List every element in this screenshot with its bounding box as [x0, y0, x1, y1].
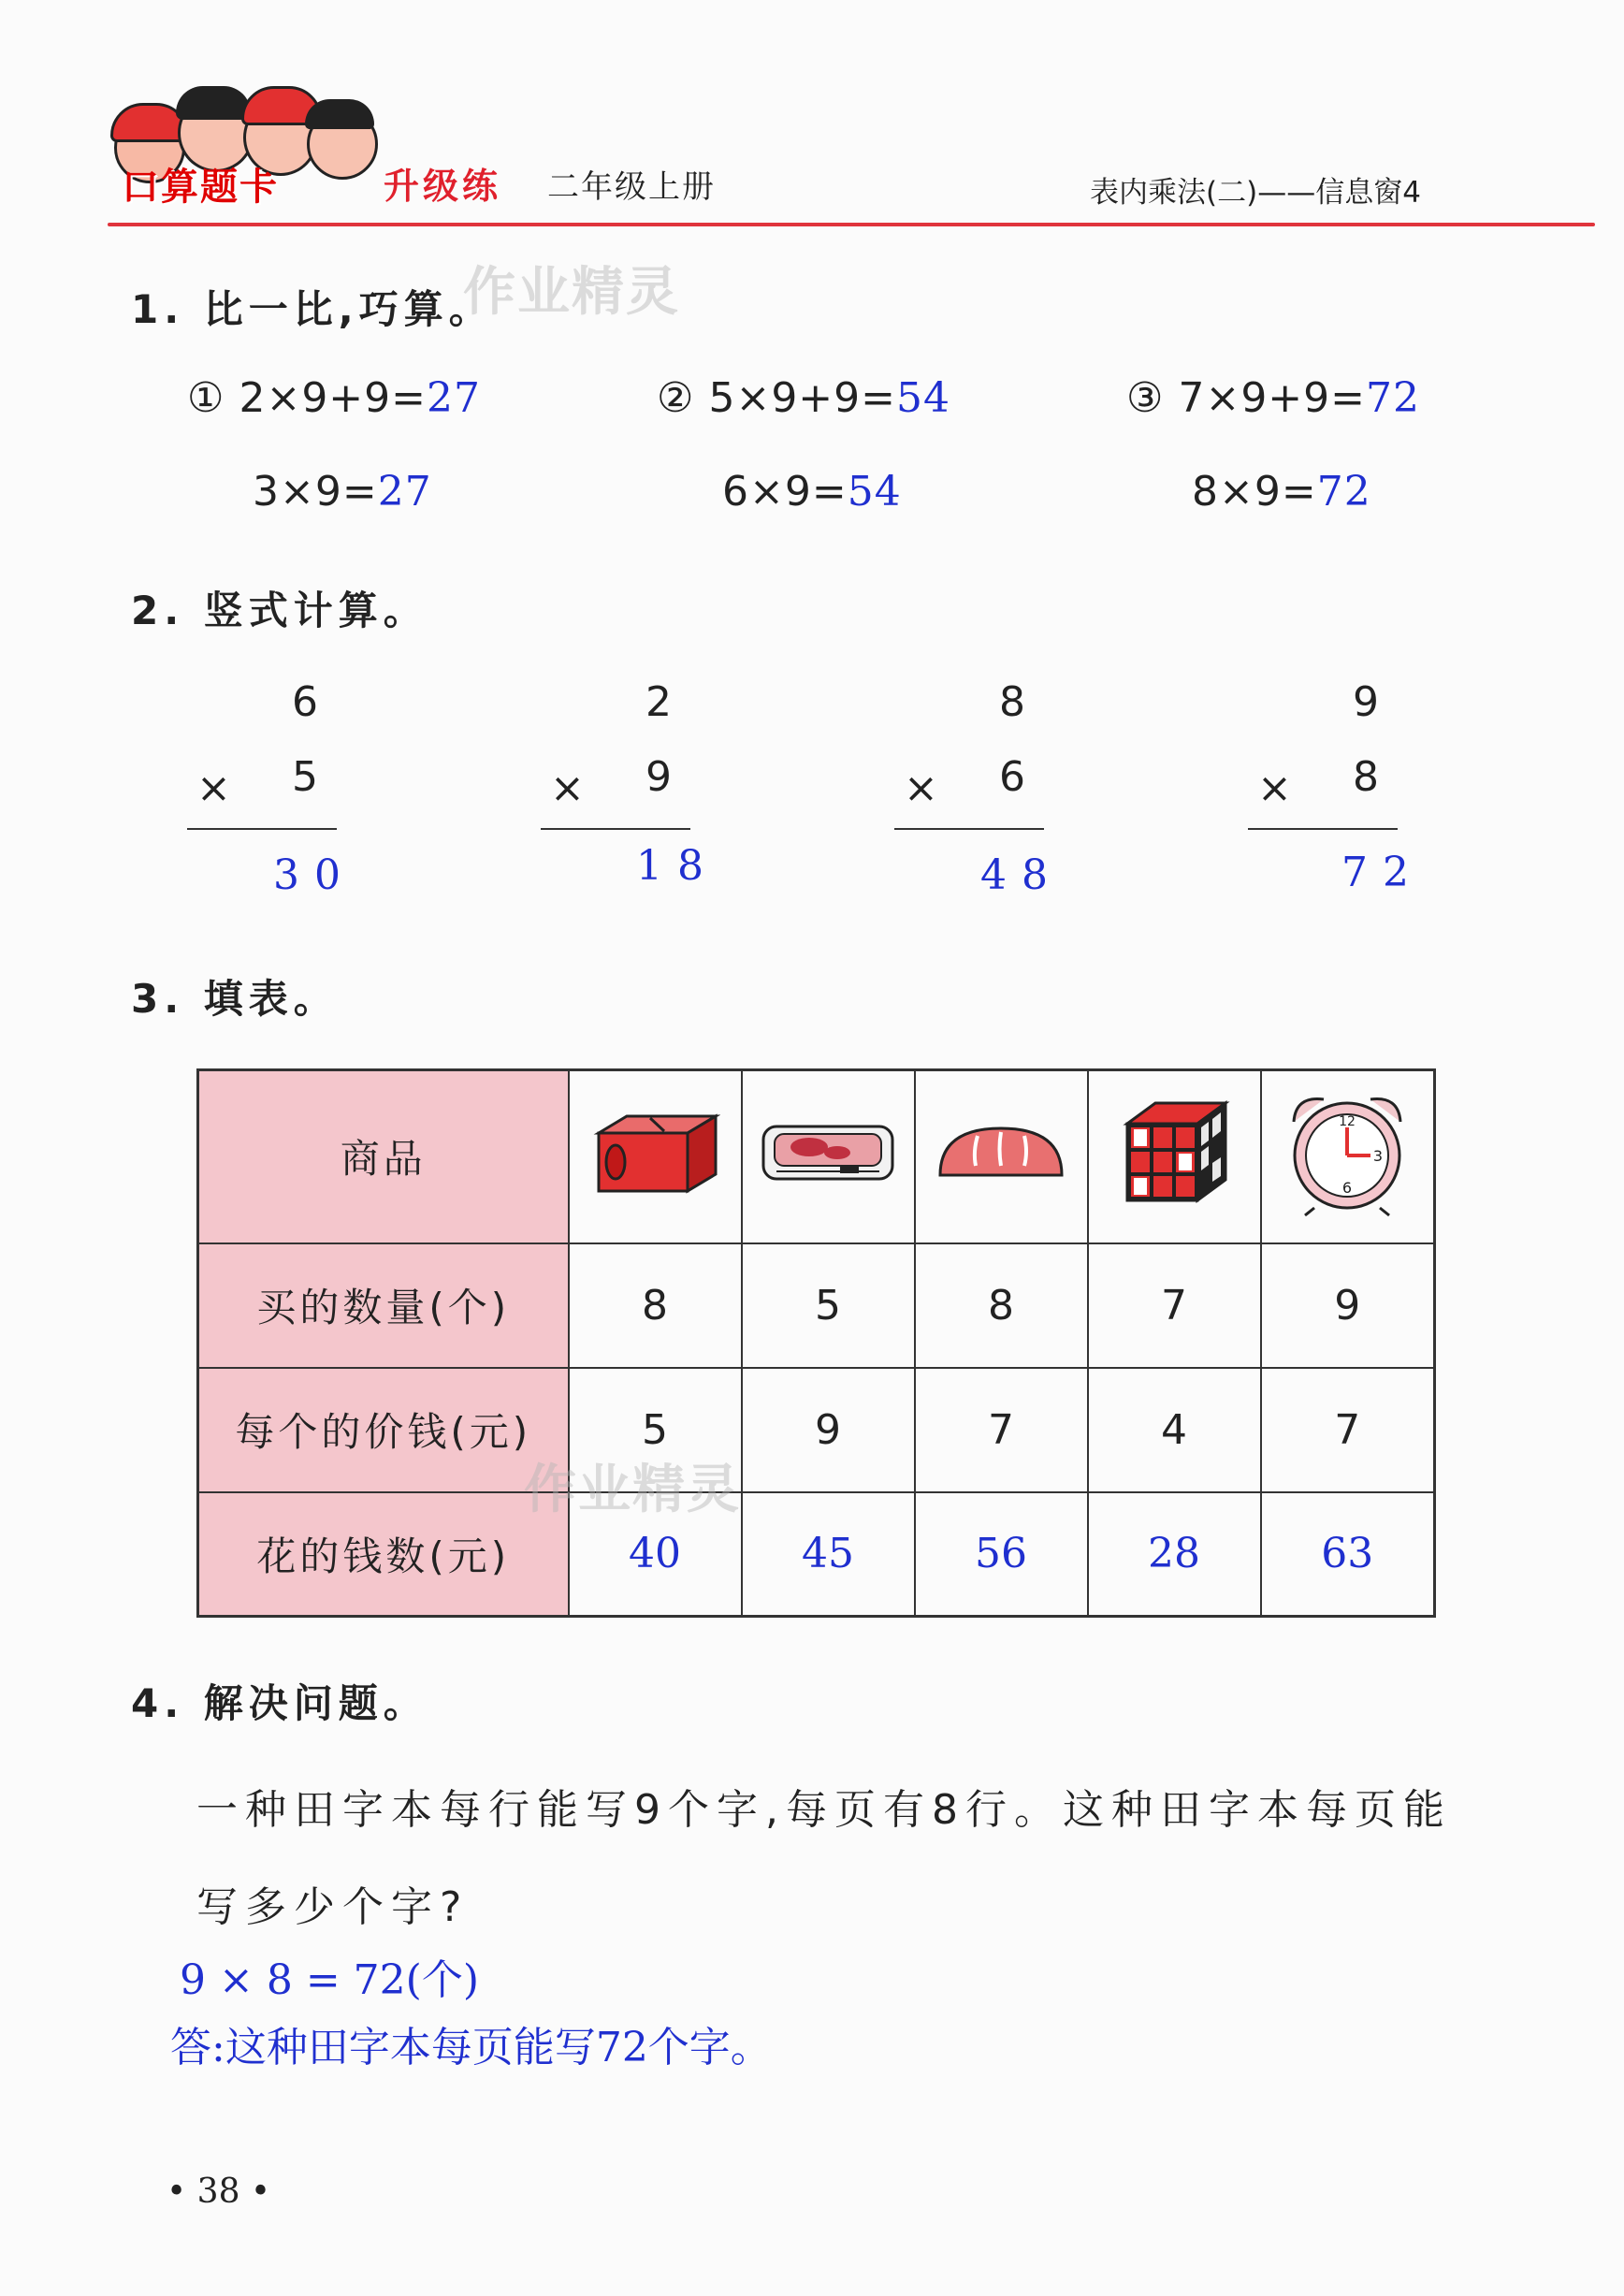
q1-item-1-row2: 3×9=27	[253, 468, 432, 516]
price-cell: 4	[1088, 1368, 1261, 1492]
total-cell: 63	[1261, 1492, 1435, 1617]
vertical-calc-4: 9 × 8 72	[1248, 678, 1398, 903]
series-name: 升级练	[384, 166, 502, 207]
q4-problem-line1: 一种田字本每行能写9个字,每页有8行。这种田字本每页能	[196, 1786, 1452, 1834]
page-number: • 38 •	[167, 2172, 271, 2211]
q4-title: 4. 解决问题。	[131, 1680, 428, 1726]
table-row	[198, 1070, 1435, 1243]
table-row	[198, 1492, 1435, 1617]
quantity-cell: 9	[1261, 1243, 1435, 1368]
pencil-case-icon	[758, 1110, 898, 1194]
q1-item-3-row1: ③ 7×9+9=72	[1126, 374, 1421, 422]
vertical-calc-1: 6 × 5 30	[187, 678, 337, 903]
q3-title: 3. 填表。	[131, 976, 339, 1022]
row-label-total: 花的钱数(元)	[198, 1492, 569, 1617]
quantity-cell: 7	[1088, 1243, 1261, 1368]
q1-item-2-row1: ② 5×9+9=54	[657, 374, 951, 422]
rubiks-cube-icon	[1113, 1096, 1235, 1208]
price-cell: 9	[742, 1368, 915, 1492]
row-label-price: 每个的价钱(元)	[198, 1368, 569, 1492]
unit-title: 表内乘法(二)——信息窗4	[1090, 176, 1421, 210]
total-cell: 40	[569, 1492, 742, 1617]
alarm-clock-icon	[1277, 1086, 1417, 1217]
q1-title: 1. 比一比,巧算。	[131, 286, 494, 332]
q1-item-2-row2: 6×9=54	[722, 468, 902, 516]
product-cell	[1088, 1070, 1261, 1243]
grade-label: 二年级上册	[547, 168, 716, 206]
table-row	[198, 1243, 1435, 1368]
price-cell: 7	[915, 1368, 1088, 1492]
product-cell	[915, 1070, 1088, 1243]
clock-number-3: 3	[1373, 1146, 1384, 1165]
q2-title: 2. 竖式计算。	[131, 588, 428, 633]
q1-item-1-row1: ① 2×9+9=27	[187, 374, 482, 422]
price-cell: 7	[1261, 1368, 1435, 1492]
q1-item-3-row2: 8×9=72	[1192, 468, 1371, 516]
q4-solution: 9 × 8 = 72(个)	[180, 1956, 479, 2004]
price-cell: 5	[569, 1368, 742, 1492]
row-label-quantity: 买的数量(个)	[198, 1243, 569, 1368]
clock-number-6: 6	[1342, 1178, 1353, 1197]
total-cell: 56	[915, 1492, 1088, 1617]
vertical-calc-3: 8 × 6 48	[894, 678, 1044, 903]
total-cell: 45	[742, 1492, 915, 1617]
logo-text: 口算题卡	[122, 166, 279, 209]
watermark: 作业精灵	[524, 1460, 741, 1520]
product-cell	[1261, 1070, 1435, 1243]
vertical-calc-2: 2 × 9 18	[541, 678, 690, 903]
price-table	[196, 1068, 1436, 1618]
row-label-product: 商品	[198, 1070, 569, 1243]
q4-answer: 答:这种田字本每页能写72个字。	[170, 2024, 772, 2071]
product-cell	[742, 1070, 915, 1243]
table-row	[198, 1368, 1435, 1492]
watermark: 作业精灵	[463, 262, 680, 323]
quantity-cell: 8	[569, 1243, 742, 1368]
quantity-cell: 8	[915, 1243, 1088, 1368]
q4-problem-line2: 写多少个字?	[196, 1883, 470, 1931]
clock-number-12: 12	[1339, 1113, 1356, 1129]
quantity-cell: 5	[742, 1243, 915, 1368]
header-divider	[108, 223, 1595, 226]
pencil-sharpener-icon	[589, 1105, 720, 1199]
bread-icon	[931, 1110, 1071, 1194]
total-cell: 28	[1088, 1492, 1261, 1617]
product-cell	[569, 1070, 742, 1243]
